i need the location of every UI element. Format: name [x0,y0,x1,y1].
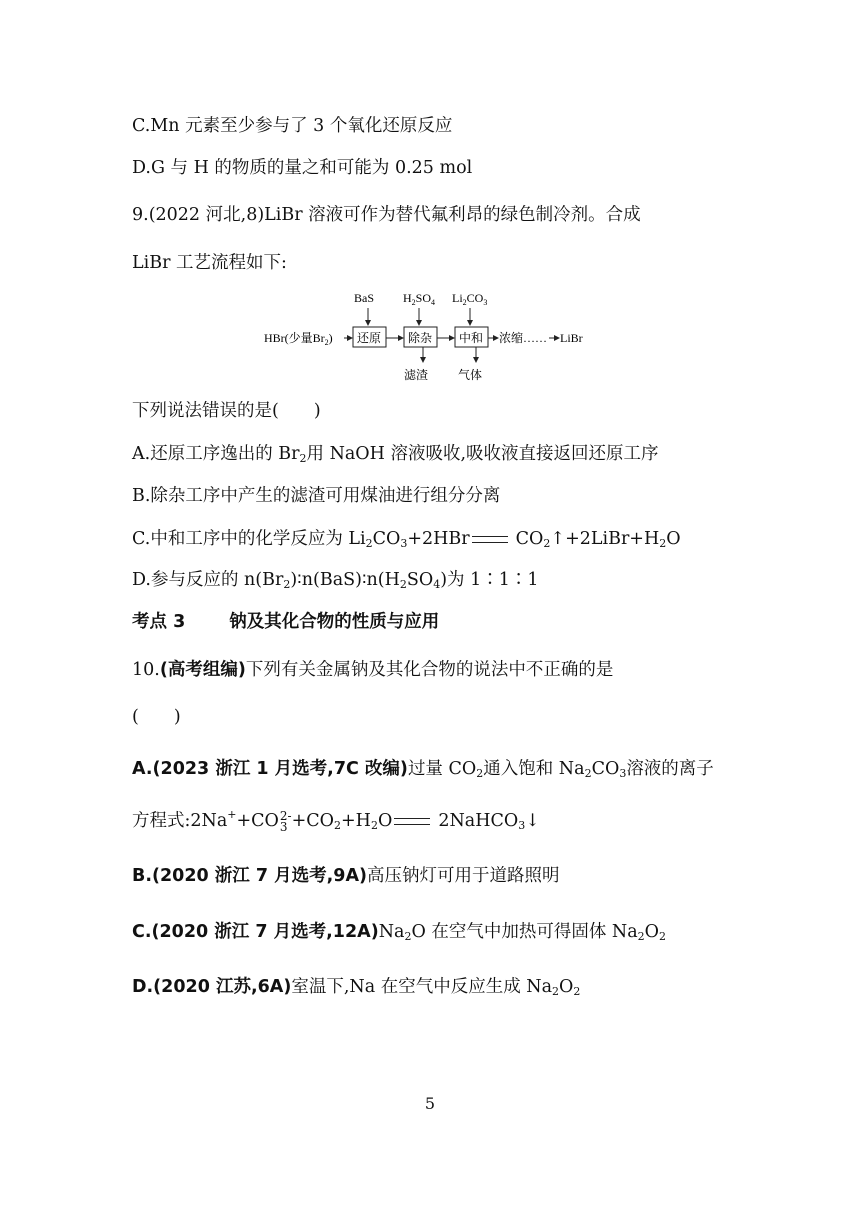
reagent-li2co3: $Li_2CO_3$ [452,291,488,307]
output-residue: 滤渣 [404,368,429,382]
equals-sign-2 [394,818,430,825]
process-flow-diagram [258,288,608,388]
q9-stem-line1: LiBr 溶液可作为替代氟利昂的绿色制冷剂。合成 [264,205,641,225]
section-title: 钠及其化合物的性质与应用 [229,612,440,632]
q9-option-a: A.还原工序逸出的 $Br_2$用 NaOH 溶液吸收,吸收液直接返回还原工序 [132,444,659,465]
output-gas: 气体 [458,368,483,382]
q10-option-d: D.(2020 江苏,6A)室温下,Na 在空气中反应生成 $Na_2O_2$ [132,977,581,998]
q10-number: 10. [132,660,160,680]
q9-stem-line2: LiBr 工艺流程如下: [132,253,287,273]
equals-sign [472,536,508,543]
prev-option-d: D.G 与 H 的物质的量之和可能为 0.25 mol [132,158,473,178]
q10-source: (高考组编) [159,660,246,680]
flow-product: LiBr [560,331,583,345]
carbonate-charge: 2- 3 [279,808,292,834]
q10-option-a-line1: A.(2023 浙江 1 月选考,7C 改编)过量 $CO_2$通入饱和 $Na_2CO_3$溶液的离子 [132,759,714,780]
q9-option-b: B.除杂工序中产生的滤渣可用煤油进行组分分离 [132,486,501,506]
q10-option-a-line2: 方程式:2Na++CO 2- 3 $+CO_2+H_2O$ 2NaHCO$_3$↓ [132,808,540,834]
q9-question: 下列说法错误的是( ) [132,401,321,421]
q9-source: (2022 河北,8) [148,205,265,225]
step-concentrate: 浓缩…… [499,331,548,345]
step-reduce-label: 还原 [357,331,382,345]
reagent-h2so4: $H_2SO_4$ [403,291,436,307]
prev-option-c: C.Mn 元素至少参与了 3 个氧化还原反应 [132,116,453,136]
q9-option-c: C.中和工序中的化学反应为 $Li_2CO_3+2HBr$ $CO_2↑+2LiBr+H_2O$ [132,529,681,550]
reagent-bas: BaS [354,291,375,305]
page-number: 5 [424,1094,436,1113]
q9-option-d: D.参与反应的 $n(Br_2)∶n(BaS)∶n(H_2SO_4)$为 1∶1∶1 [132,570,539,591]
step-neutralize-label: 中和 [459,331,484,345]
section-heading [132,610,439,634]
q10-paren: ( ) [132,707,181,727]
q9-number: 9. [132,205,149,225]
q10-stem: 10.(高考组编)下列有关金属钠及其化合物的说法中不正确的是 [132,660,614,680]
flow-start: HBr(少量$Br_2$) [264,331,333,347]
step-purify-label: 除杂 [408,331,433,345]
q9-stem [132,203,641,227]
q10-option-b: B.(2020 浙江 7 月选考,9A)高压钠灯可用于道路照明 [132,866,560,886]
section-label: 考点 3 [132,612,186,632]
q10-option-c: C.(2020 浙江 7 月选考$,12A)Na_2O$ 在空气中加热可得固体 $Na_2O_2$ [132,922,667,943]
